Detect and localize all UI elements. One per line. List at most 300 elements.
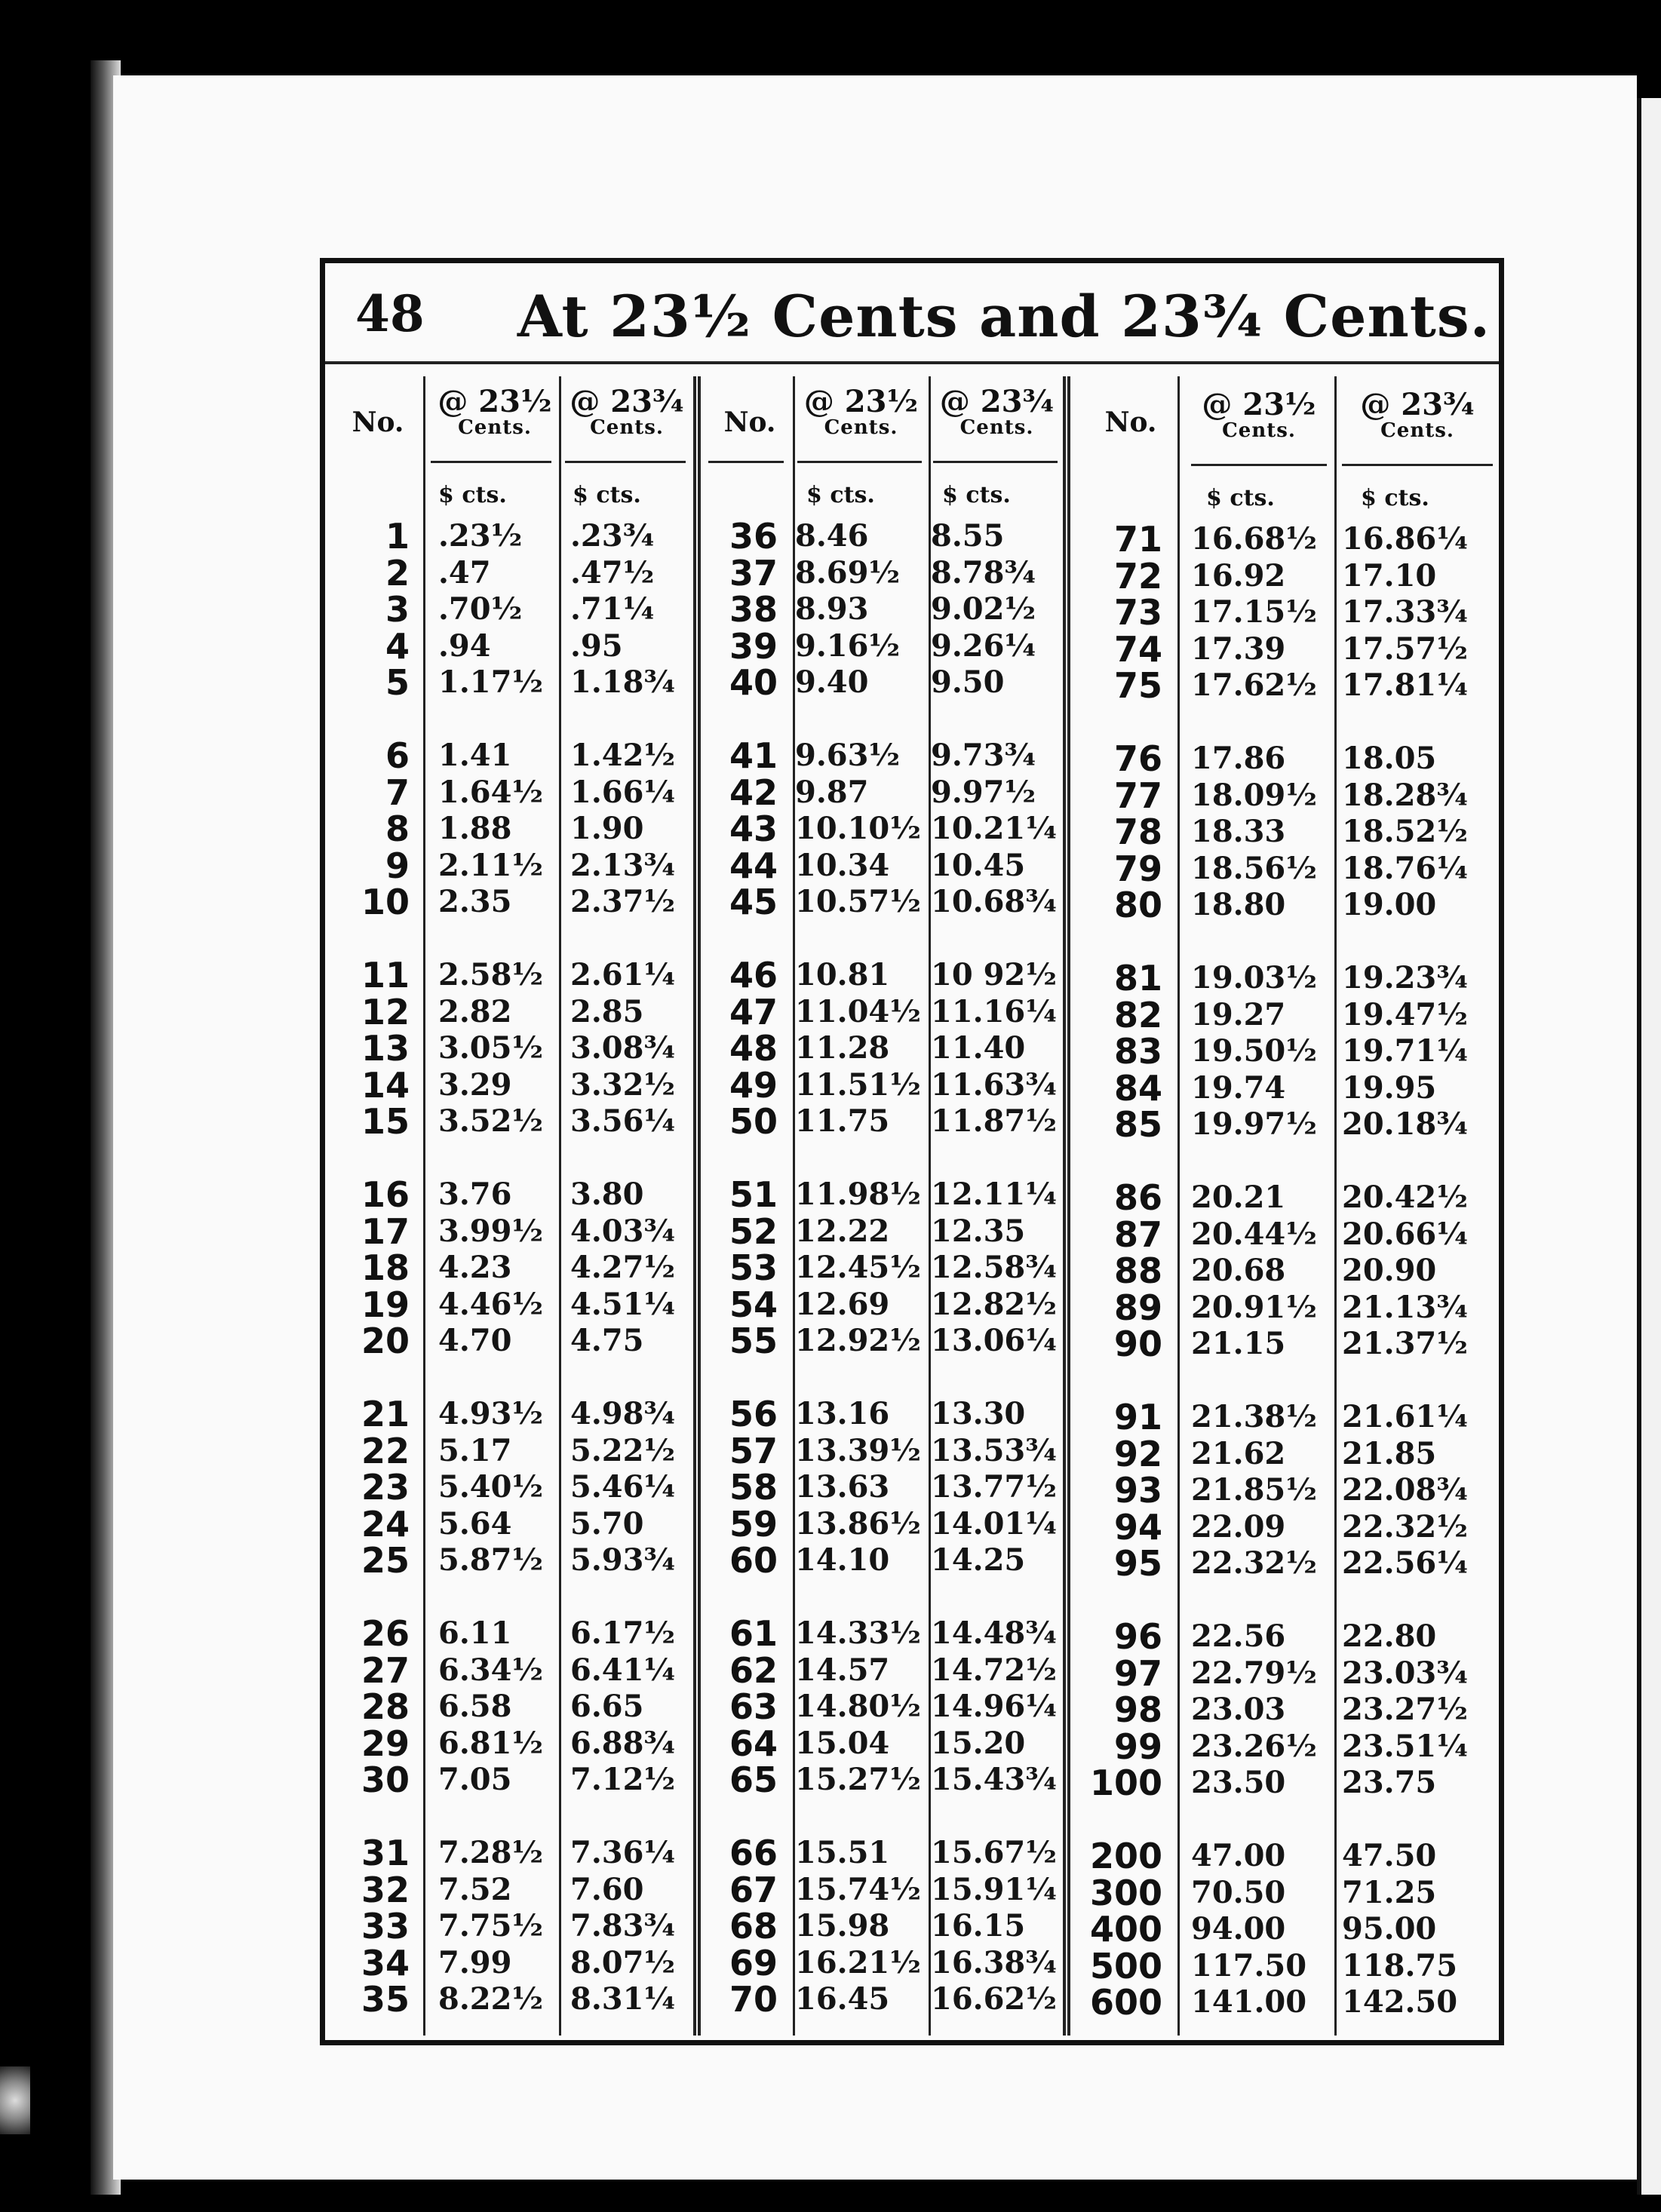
price-23-three-quarter: 2.13¾ [570, 847, 676, 883]
row-number: 55 [729, 1321, 778, 1361]
group-spacer [325, 1360, 410, 1397]
price-23-half: 18.33 [1191, 814, 1286, 849]
price-23-three-quarter: 6.41¼ [570, 1652, 676, 1688]
price-23-half: 13.16 [795, 1396, 890, 1431]
price-23-three-quarter: 17.57½ [1342, 630, 1468, 667]
price-23-half: 17.62½ [1191, 667, 1317, 703]
price-23-three-quarter: .71¼ [570, 591, 655, 627]
price-23-three-quarter: .95 [570, 627, 623, 664]
group-spacer [438, 1140, 559, 1177]
price-23-half: 16.68½ [1191, 521, 1317, 557]
price-23-three-quarter: 9.26¼ [931, 627, 1036, 664]
price-23-half: 18.80 [1191, 887, 1286, 922]
group-spacer [795, 1799, 927, 1836]
row-number: 12 [361, 991, 410, 1032]
row-number: 69 [729, 1942, 778, 1983]
price-23-three-quarter: 11.87½ [931, 1103, 1057, 1139]
group-spacer [570, 1579, 691, 1616]
row-number: 26 [361, 1613, 410, 1654]
price-23-three-quarter: 16.38¾ [931, 1944, 1057, 1980]
price-23-three-quarter: 18.28¾ [1342, 777, 1468, 813]
price-23-three-quarter: 19.95 [1342, 1069, 1437, 1106]
price-23-three-quarter: 19.71¼ [1342, 1033, 1468, 1069]
price-23-half: 9.40 [795, 664, 869, 700]
row-number: 40 [729, 662, 778, 703]
group-spacer [795, 1140, 927, 1177]
group-spacer [1342, 1363, 1497, 1400]
price-23-half: .94 [438, 627, 491, 664]
price-23-half: 23.03 [1191, 1692, 1286, 1727]
group-spacer [1342, 924, 1497, 961]
price-23-three-quarter: 3.32½ [570, 1066, 676, 1103]
price-23-half: 117.50 [1191, 1947, 1307, 1983]
price-23-three-quarter: 14.25 [931, 1542, 1026, 1578]
row-number: 76 [1113, 738, 1162, 779]
price-23-half: 1.41 [438, 738, 512, 773]
price-23-three-quarter: 7.83¾ [570, 1908, 676, 1944]
price-23-three-quarter: 11.16¼ [931, 993, 1057, 1029]
page-number: 48 [355, 284, 425, 343]
row-number: 46 [729, 955, 778, 996]
group-spacer [1342, 1582, 1497, 1619]
row-number: 45 [729, 882, 778, 922]
row-number: 300 [1089, 1872, 1162, 1913]
row-number: 62 [729, 1649, 778, 1691]
group-spacer [1191, 1802, 1327, 1839]
row-number: 39 [729, 625, 778, 667]
header-no: No. [723, 407, 776, 438]
price-23-three-quarter: 18.52½ [1342, 814, 1468, 849]
row-number: 2 [385, 552, 410, 594]
price-23-three-quarter: 13.77½ [931, 1469, 1057, 1505]
price-23-half: 6.34½ [438, 1652, 544, 1688]
group-spacer [438, 701, 559, 738]
row-number: 8 [385, 808, 410, 849]
price-23-half: 3.29 [438, 1066, 512, 1103]
row-number: 44 [729, 845, 778, 886]
price-23-three-quarter: 71.25 [1342, 1874, 1437, 1910]
row-number: 87 [1113, 1213, 1162, 1255]
price-23-three-quarter: 4.98¾ [570, 1396, 676, 1431]
row-number: 60 [729, 1540, 778, 1581]
price-23-three-quarter: 5.93¾ [570, 1542, 676, 1578]
row-number: 75 [1113, 665, 1162, 706]
row-number: 96 [1113, 1616, 1162, 1657]
price-23-three-quarter: 14.96¼ [931, 1689, 1057, 1724]
price-23-three-quarter: 7.12½ [570, 1762, 676, 1797]
row-number: 15 [361, 1101, 410, 1142]
row-number: 89 [1113, 1287, 1162, 1328]
header-underline [797, 461, 922, 463]
row-number: 48 [729, 1028, 778, 1069]
price-23-three-quarter: 14.72½ [931, 1652, 1057, 1688]
row-number: 79 [1113, 848, 1162, 889]
price-23-three-quarter: 142.50 [1342, 1984, 1458, 2020]
row-number: 95 [1113, 1543, 1162, 1584]
group-spacer [438, 1360, 559, 1397]
row-number: 11 [361, 955, 410, 996]
number-column [325, 518, 410, 2018]
price-23-three-quarter: 9.50 [931, 664, 1005, 700]
price-23-half: 8.93 [795, 591, 869, 627]
price-23-half: 7.52 [438, 1871, 512, 1907]
price-23-three-quarter: .23¾ [570, 518, 655, 554]
row-number: 24 [361, 1503, 410, 1545]
price-23-half: 22.09 [1191, 1508, 1286, 1545]
price-23-half: 47.00 [1191, 1838, 1286, 1873]
header-underline [933, 461, 1058, 463]
group-spacer [325, 1799, 410, 1836]
price-23-half: 7.28½ [438, 1835, 544, 1870]
price-23-three-quarter: 1.42½ [570, 738, 676, 773]
row-number: 77 [1113, 775, 1162, 816]
row-number: 10 [361, 882, 410, 922]
price-23-half: 6.58 [438, 1689, 512, 1724]
row-number: 64 [729, 1723, 778, 1764]
row-number: 65 [729, 1759, 778, 1800]
price-23-half: 2.82 [438, 993, 512, 1029]
price-23-half: 19.97½ [1191, 1106, 1317, 1142]
row-number: 500 [1089, 1945, 1162, 1987]
price-23-three-quarter: 19.47½ [1342, 996, 1468, 1032]
row-number: 94 [1113, 1506, 1162, 1548]
row-number: 61 [729, 1613, 778, 1654]
header-col-23-half: @ 23½ Cents. [1202, 387, 1316, 442]
group-spacer [795, 701, 927, 738]
price-23-half: 21.85½ [1191, 1472, 1317, 1508]
price-23-three-quarter: 2.37½ [570, 884, 676, 919]
price-23-three-quarter: 4.03¾ [570, 1213, 676, 1249]
price-23-three-quarter: 15.20 [931, 1725, 1026, 1761]
price-23-three-quarter: 1.90 [570, 811, 644, 846]
row-number: 91 [1113, 1397, 1162, 1437]
price-23-half: 1.88 [438, 811, 512, 846]
price-23-half: 19.50½ [1191, 1033, 1317, 1069]
value-column-23-three-quarter [570, 518, 691, 2018]
row-number: 19 [361, 1284, 410, 1325]
price-23-three-quarter: 23.75 [1342, 1765, 1437, 1800]
header-underline [431, 461, 551, 463]
facing-page-edge [1637, 98, 1661, 2195]
units-label: $ cts. [806, 482, 875, 508]
price-23-half: 17.15½ [1191, 594, 1317, 630]
row-number: 71 [1113, 519, 1162, 560]
price-23-three-quarter: 6.17½ [570, 1615, 676, 1651]
header-col-23-three-quarter: @ 23¾ Cents. [1360, 387, 1475, 442]
price-23-three-quarter: 47.50 [1342, 1838, 1437, 1873]
row-number: 18 [361, 1247, 410, 1288]
row-number: 32 [361, 1869, 410, 1910]
row-number: 36 [729, 516, 778, 557]
row-number: 200 [1089, 1836, 1162, 1876]
row-number: 21 [361, 1394, 410, 1434]
price-23-three-quarter: 12.58¾ [931, 1250, 1057, 1285]
price-23-three-quarter: 9.02½ [931, 591, 1036, 627]
value-column-23-half [438, 518, 559, 2018]
row-number: 59 [729, 1503, 778, 1545]
price-23-half: 6.81½ [438, 1725, 544, 1761]
price-23-half: 17.39 [1191, 630, 1286, 667]
header-col-23-three-quarter: @ 23¾ Cents. [570, 384, 684, 439]
price-23-half: 15.51 [795, 1835, 890, 1870]
price-23-half: 23.50 [1191, 1765, 1286, 1800]
group-spacer [931, 701, 1063, 738]
row-number: 51 [729, 1174, 778, 1215]
row-number: 14 [361, 1064, 410, 1106]
row-number: 66 [729, 1833, 778, 1873]
price-23-three-quarter: 2.61¼ [570, 957, 676, 992]
row-number: 5 [385, 662, 410, 703]
row-number: 27 [361, 1649, 410, 1691]
price-23-half: 7.75½ [438, 1908, 544, 1944]
row-number: 52 [729, 1210, 778, 1252]
header-underline [1191, 464, 1327, 466]
row-number: 68 [729, 1906, 778, 1947]
group-spacer [1342, 1143, 1497, 1180]
price-23-three-quarter: 22.80 [1342, 1618, 1437, 1654]
group-spacer [1191, 704, 1327, 741]
row-number: 74 [1113, 628, 1162, 670]
row-number: 1 [385, 516, 410, 557]
header-underline [708, 461, 784, 463]
row-number: 25 [361, 1540, 410, 1581]
price-23-three-quarter: 1.66¼ [570, 774, 676, 810]
value-column-23-three-quarter [931, 518, 1063, 2018]
header-col-23-half: @ 23½ Cents. [803, 384, 919, 439]
group-spacer [1070, 1363, 1162, 1400]
units-label: $ cts. [1206, 485, 1275, 511]
price-23-three-quarter: 20.18¾ [1342, 1106, 1468, 1142]
group-spacer [1070, 704, 1162, 741]
group-spacer [795, 1579, 927, 1616]
price-23-half: 13.39½ [795, 1432, 921, 1468]
price-23-three-quarter: .47½ [570, 554, 655, 591]
price-23-three-quarter: 5.22½ [570, 1432, 676, 1468]
row-number: 22 [361, 1430, 410, 1471]
row-number: 84 [1113, 1067, 1162, 1109]
price-23-half: 21.38½ [1191, 1399, 1317, 1434]
row-number: 600 [1089, 1982, 1162, 2023]
group-spacer [1070, 924, 1162, 961]
price-23-three-quarter: 7.36¼ [570, 1835, 676, 1870]
price-23-half: 10.10½ [795, 811, 921, 846]
price-23-half: .47 [438, 554, 491, 591]
price-23-half: 2.35 [438, 884, 512, 919]
price-23-half: 5.17 [438, 1432, 512, 1468]
price-23-three-quarter: 16.15 [931, 1908, 1026, 1944]
row-number: 29 [361, 1723, 410, 1764]
price-23-half: 12.92½ [795, 1323, 921, 1358]
row-number: 70 [729, 1979, 778, 2020]
price-23-three-quarter: 12.82½ [931, 1286, 1057, 1322]
price-23-three-quarter: 20.66¼ [1342, 1216, 1468, 1252]
row-number: 90 [1113, 1324, 1162, 1364]
price-23-half: 10.81 [795, 957, 890, 992]
price-23-three-quarter: 8.31¼ [570, 1981, 676, 2017]
title-row [325, 263, 1499, 364]
price-23-half: 20.68 [1191, 1253, 1286, 1288]
price-23-half: 14.10 [795, 1542, 890, 1578]
price-23-three-quarter: 8.55 [931, 518, 1005, 554]
price-23-three-quarter: 4.75 [570, 1323, 644, 1358]
row-number: 4 [385, 625, 410, 667]
price-23-three-quarter: 10.68¾ [931, 884, 1057, 919]
row-number: 47 [729, 991, 778, 1032]
price-23-three-quarter: 17.81¼ [1342, 667, 1468, 703]
table-frame [320, 258, 1504, 2045]
price-23-half: 70.50 [1191, 1874, 1286, 1910]
price-23-three-quarter: 23.27½ [1342, 1692, 1468, 1727]
price-23-three-quarter: 12.11¼ [931, 1177, 1057, 1212]
price-23-half: 18.09½ [1191, 777, 1317, 813]
row-number: 37 [729, 552, 778, 594]
group-spacer [1342, 704, 1497, 741]
price-23-three-quarter: 12.35 [931, 1213, 1026, 1249]
price-23-half: .70½ [438, 591, 523, 627]
price-23-half: 22.79½ [1191, 1655, 1317, 1691]
price-23-half: 8.46 [795, 518, 869, 554]
price-23-half: 2.11½ [438, 847, 544, 883]
price-23-three-quarter: 21.85 [1342, 1435, 1437, 1471]
row-number: 33 [361, 1906, 410, 1947]
row-number: 34 [361, 1942, 410, 1983]
group-spacer [1191, 1582, 1327, 1619]
price-23-half: 16.92 [1191, 557, 1286, 594]
price-23-three-quarter: 6.88¾ [570, 1725, 676, 1761]
row-number: 86 [1113, 1177, 1162, 1218]
price-23-half: 9.63½ [795, 738, 901, 773]
price-23-half: 11.04½ [795, 993, 921, 1029]
price-23-half: 14.33½ [795, 1615, 921, 1651]
price-23-three-quarter: 14.48¾ [931, 1615, 1057, 1651]
row-number: 50 [729, 1101, 778, 1142]
header-no: No. [352, 407, 404, 438]
price-23-half: 20.91½ [1191, 1289, 1317, 1325]
row-number: 56 [729, 1394, 778, 1434]
row-number: 97 [1113, 1652, 1162, 1694]
group-spacer [325, 921, 410, 958]
price-23-half: 9.16½ [795, 627, 901, 664]
price-23-three-quarter: 17.33¾ [1342, 594, 1468, 630]
group-spacer [701, 701, 778, 738]
price-23-half: 14.57 [795, 1652, 890, 1688]
price-23-half: 8.22½ [438, 1981, 544, 2017]
value-column-23-half [1191, 521, 1327, 2021]
row-number: 85 [1113, 1104, 1162, 1145]
price-23-half: 5.40½ [438, 1469, 544, 1505]
header-col-23-three-quarter: @ 23¾ Cents. [939, 384, 1055, 439]
price-23-half: 5.64 [438, 1505, 512, 1542]
group-spacer [931, 921, 1063, 958]
price-23-three-quarter: 6.65 [570, 1689, 644, 1724]
price-23-three-quarter: 1.18¾ [570, 664, 676, 700]
price-23-half: 3.76 [438, 1177, 512, 1212]
price-23-half: 7.05 [438, 1762, 512, 1797]
units-label: $ cts. [942, 482, 1011, 508]
price-23-three-quarter: 118.75 [1342, 1947, 1458, 1983]
row-number: 23 [361, 1467, 410, 1508]
row-number: 9 [385, 845, 410, 886]
row-number: 6 [385, 735, 410, 776]
group-spacer [325, 1140, 410, 1177]
price-23-three-quarter: 20.42½ [1342, 1180, 1468, 1215]
row-number: 73 [1113, 592, 1162, 633]
price-23-half: 15.27½ [795, 1762, 921, 1797]
price-23-half: 15.04 [795, 1725, 890, 1761]
price-23-half: 141.00 [1191, 1984, 1307, 2020]
header-underline [1342, 464, 1493, 466]
price-23-half: 11.51½ [795, 1066, 921, 1103]
price-23-half: 20.44½ [1191, 1216, 1317, 1252]
price-23-three-quarter: 3.08¾ [570, 1030, 676, 1066]
price-23-three-quarter: 4.27½ [570, 1250, 676, 1285]
section-1 [325, 376, 695, 2036]
group-spacer [795, 1360, 927, 1397]
price-23-half: 12.22 [795, 1213, 890, 1249]
price-23-half: 3.99½ [438, 1213, 544, 1249]
price-23-half: 22.56 [1191, 1618, 1286, 1654]
group-spacer [701, 921, 778, 958]
price-23-three-quarter: 13.30 [931, 1396, 1026, 1431]
units-label: $ cts. [573, 482, 641, 508]
group-spacer [1342, 1802, 1497, 1839]
row-number: 35 [361, 1979, 410, 2020]
price-23-half: 13.63 [795, 1469, 890, 1505]
row-number: 20 [361, 1321, 410, 1361]
price-23-three-quarter: 13.06¼ [931, 1323, 1057, 1358]
number-column [701, 518, 778, 2018]
price-23-three-quarter: 8.78¾ [931, 554, 1036, 591]
price-23-half: 21.15 [1191, 1326, 1286, 1361]
group-spacer [701, 1799, 778, 1836]
price-23-three-quarter: 22.32½ [1342, 1508, 1468, 1545]
group-spacer [325, 1579, 410, 1616]
group-spacer [701, 1140, 778, 1177]
section-2 [701, 376, 1063, 2036]
group-spacer [1070, 1143, 1162, 1180]
row-number: 31 [361, 1833, 410, 1873]
group-spacer [1191, 1363, 1327, 1400]
price-23-three-quarter: 19.00 [1342, 887, 1437, 922]
row-number: 88 [1113, 1250, 1162, 1291]
price-23-three-quarter: 9.97½ [931, 774, 1036, 810]
price-23-half: 10.57½ [795, 884, 921, 919]
row-number: 100 [1089, 1763, 1162, 1803]
row-number: 13 [361, 1028, 410, 1069]
price-23-three-quarter: 21.13¾ [1342, 1289, 1468, 1325]
price-23-half: 20.21 [1191, 1180, 1286, 1215]
page-title: At 23½ Cents and 23¾ Cents. [517, 283, 1491, 350]
price-23-three-quarter: 17.10 [1342, 557, 1437, 594]
group-spacer [325, 701, 410, 738]
price-23-three-quarter: 16.86¼ [1342, 521, 1468, 557]
price-23-half: 10.34 [795, 847, 890, 883]
price-23-half: .23½ [438, 518, 523, 554]
row-number: 78 [1113, 811, 1162, 852]
group-spacer [931, 1579, 1063, 1616]
price-23-three-quarter: 5.46¼ [570, 1469, 676, 1505]
group-spacer [1191, 924, 1327, 961]
row-number: 7 [385, 772, 410, 813]
row-number: 82 [1113, 994, 1162, 1035]
row-number: 49 [729, 1064, 778, 1106]
row-number: 28 [361, 1686, 410, 1727]
group-spacer [795, 921, 927, 958]
price-23-three-quarter: 21.37½ [1342, 1326, 1468, 1361]
row-number: 53 [729, 1247, 778, 1288]
row-number: 63 [729, 1686, 778, 1727]
price-23-half: 19.27 [1191, 996, 1286, 1032]
